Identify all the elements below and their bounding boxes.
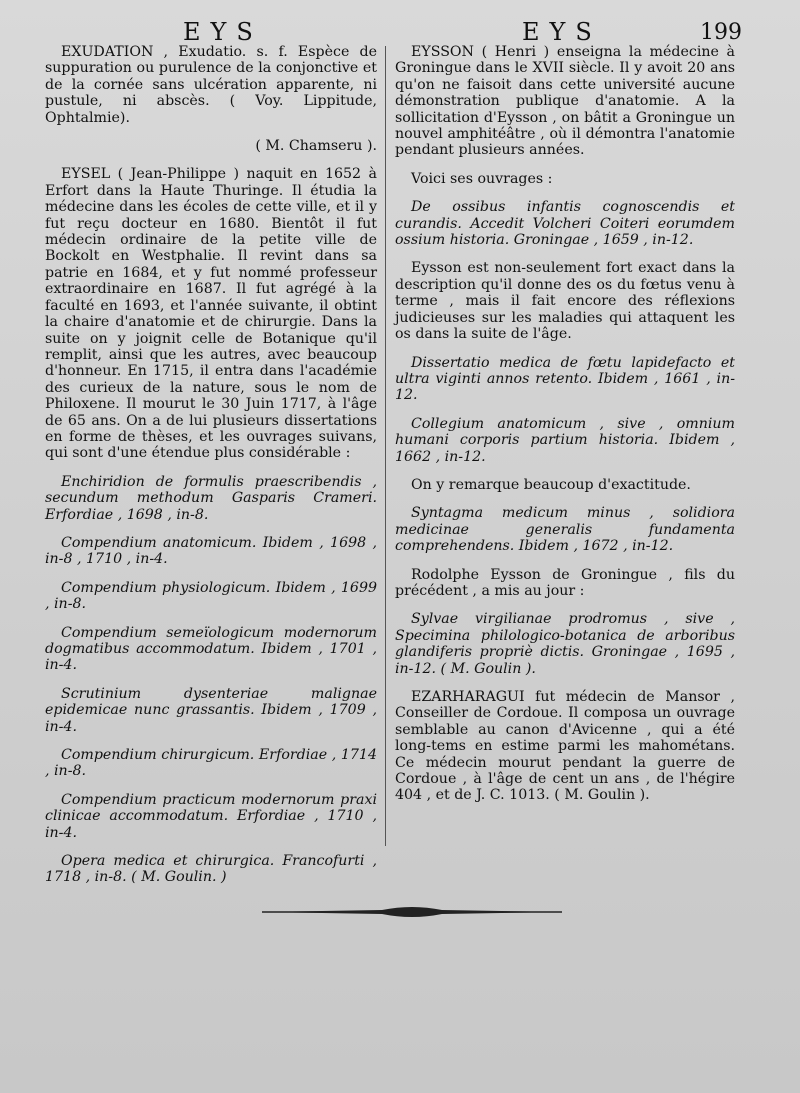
column-divider	[385, 46, 386, 846]
work-title: Collegium anatomicum , sive , omnium humani corporis partium historia. Ibidem , 1662 , in-12.	[395, 415, 735, 465]
entry-exudation: EXUDATION , Exudatio. s. f. Espèce de suppuration ou purulence de la conjonctive et de la cornée sans ulcération apparente, ni pustule, ni abscès. ( Voy. Lippitude, Ophtalmie).	[45, 44, 377, 126]
work-title: Compendium semeïologicum modernorum dogmatibus accommodatum. Ibidem , 1701 , in-4.	[45, 624, 377, 674]
work-title: Syntagma medicum minus , solidiora medicinae generalis fundamenta comprehendens. Ibidem , 1672 , in-12.	[395, 505, 735, 555]
running-head-right: EYS	[522, 18, 602, 46]
commentary: Eysson est non-seulement fort exact dans la description qu'il donne des os du fœtus venu à terme , mais il fait encore des réflexions judicieuses sur les maladies qui attaquent les os dans la suite de l'âge.	[395, 260, 735, 343]
entry-eysel: EYSEL ( Jean-Philippe ) naquit en 1652 à Erfort dans la Haute Thuringe. Il étudia la médecine dans les écoles de cette ville, et il y fut reçu docteur en 1680. Bientôt il fut médecin ordinaire de la petite ville de Bockolt en Westphalie. Il revint dans sa patrie en 1684, et y fut nommé professeur extraordinaire en 1687. Il fut agrégé à la faculté en 1693, et l'année suivante, il obtint la chaire d'anatomie et de chirurgie. Dans la suite on y joignit celle de Botanique qu'il remplit, ainsi que les autres, avec beaucoup d'honneur. En 1715, il entra dans l'académie des curieux de la nature, sous le nom de Philoxene. Il mourut le 30 Juin 1717, à l'âge de 65 ans. On a de lui plusieurs dissertations en forme de thèses, et les ouvrages suivans, qui sont d'une étendue plus considérable :	[45, 166, 377, 462]
entry-rodolphe-eysson: Rodolphe Eysson de Groningue , fils du précédent , a mis au jour :	[395, 566, 735, 599]
entry-eysson: EYSSON ( Henri ) enseigna la médecine à Groningue dans le XVII siècle. Il y avoit 20 ans qu'on ne faisoit dans cette université aucune démonstration publique d'anatomie. A la sollicitation d'Eysson , on bâtit a Groningue un nouvel amphitéâtre , où il démontra l'anatomie pendant plusieurs années.	[395, 44, 735, 159]
work-title: Compendium physiologicum. Ibidem , 1699 , in-8.	[45, 579, 377, 613]
work-title: Sylvae virgilianae prodromus , sive , Specimina philologico-botanica de arboribus glandiferis propriè dictis. Groningae , 1695 , in-12. ( M. Goulin ).	[395, 611, 735, 677]
work-title: Opera medica et chirurgica. Francofurti , 1718 , in-8. ( M. Goulin. )	[45, 853, 377, 886]
right-column	[395, 44, 735, 816]
fleuron-ornament	[262, 904, 562, 920]
work-title: Compendium anatomicum. Ibidem , 1698 , in-8 , 1710 , in-4.	[45, 534, 377, 568]
entry-ezarharagui: EZARHARAGUI fut médecin de Mansor , Conseiller de Cordoue. Il composa un ouvrage semblable au canon d'Avicenne , qui a été long-tems en estime parmi les mahométans. Ce médecin mourut pendant la guerre de Cordoue , à l'âge de cent un ans , de l'hégire 404 , et de J. C. 1013. ( M. Goulin ).	[395, 689, 735, 804]
left-column	[45, 44, 377, 898]
work-title: De ossibus infantis cognoscendis et curandis. Accedit Volcheri Coiteri eorumdem ossium historia. Groningae , 1659 , in-12.	[395, 199, 735, 249]
works-intro: Voici ses ouvrages :	[411, 170, 553, 187]
page-number: 199	[700, 20, 742, 45]
work-title: Enchiridion de formulis praescribendis , secundum methodum Gasparis Crameri. Erfordiae , 1698 , in-8.	[45, 473, 377, 523]
work-title: Scrutinium dysenteriae malignae epidemicae nunc grassantis. Ibidem , 1709 , in-4.	[45, 685, 377, 735]
running-head-left: EYS	[183, 18, 263, 46]
work-title: Compendium chirurgicum. Erfordiae , 1714 , in-8.	[45, 747, 377, 780]
author-signature: ( M. Chamseru ).	[255, 138, 377, 155]
work-title: Dissertatio medica de fœtu lapidefacto et ultra viginti annos retento. Ibidem , 1661 , in-12.	[395, 354, 735, 404]
work-title: Compendium practicum modernorum praxi clinicae accommodatum. Erfordiae , 1710 , in-4.	[45, 791, 377, 841]
commentary: On y remarque beaucoup d'exactitude.	[411, 476, 691, 493]
